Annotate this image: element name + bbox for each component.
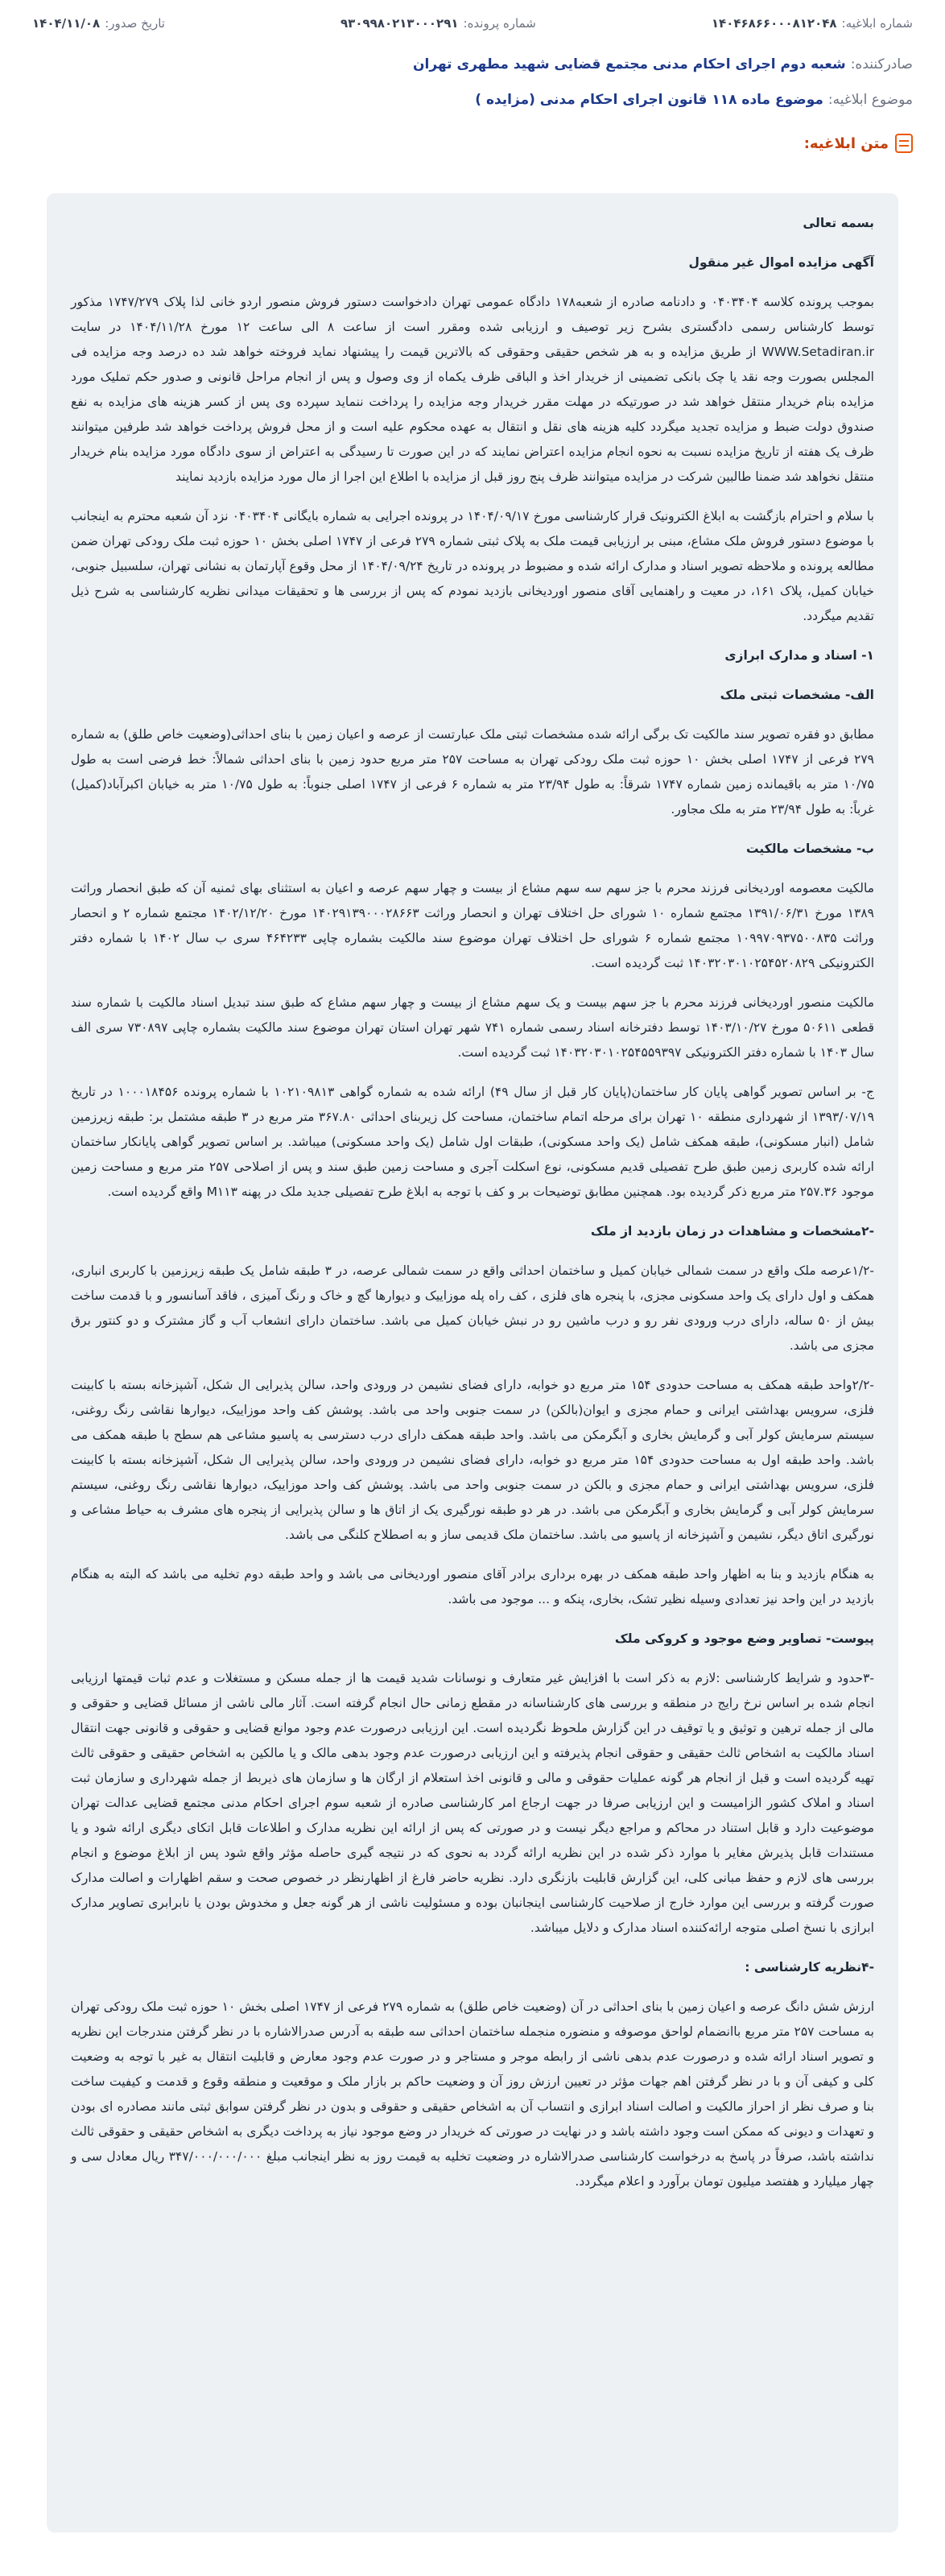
case-number-value: ۹۳۰۹۹۸۰۲۱۳۰۰۰۲۹۱ (340, 16, 459, 31)
subject-value: موضوع ماده ۱۱۸ قانون اجرای احکام مدنی (مزایده ) (475, 92, 823, 108)
body-paragraph: با سلام و احترام بازگشت به ابلاغ الکترونیک قرار کارشناسی مورخ ۱۴۰۴/۰۹/۱۷ در پرونده اجرایی به شماره بایگانی ۰۴۰۳۴۰۴ نزد آن شعبه محترم به اینجانب با موضوع دستور فروش ملک مشاع، مبنی بر ارزیابی قیمت ملک به پلاک ثبتی شماره ۲۷۹ فرعی از ۱۷۴۷ اصلی بخش ۱۰ حوزه ثبت ملک رودکی تهران ضمن مطالعه پرونده و ملاحظه تصویر اسناد و مدارک ارائه شده و مضبوط در پرونده در تاریخ ۱۴۰۴/۰۹/۲۴ از محل وقوع آپارتمان به نشانی تهران، سلسبیل جنوبی، خیابان کمیل، پلاک ۱۶۱، در معیت و راهنمایی آقای منصور اوردیخانی بازدید نمودم که پس از بررسی ها و تحقیقات میدانی نظریه کارشناسی به شرح ذیل تقدیم میگردد. (71, 509, 874, 623)
body-heading: -۲مشخصات و مشاهدات در زمان بازدید از ملک (590, 1224, 874, 1238)
meta-row (0, 0, 945, 47)
body-paragraph: -۱/۲عرصه ملک واقع در سمت شمالی خیابان کمیل و ساختمان احداثی واقع در سمت شمالی عرصه، در ۳ طبقه شامل یک طبقه زیرزمین با کاربری انباری، همکف و اول دارای یک واحد مسکونی مجزی، با پنجره های فلزی ، کف راه پله موزاییک و دیوارها گچ و خاک و رنگ آمیزی ، فاقد آسانسور و با قدمت ساخت بیش از ۵۰ ساله، دارای درب ورودی نفر رو و درب ماشین رو در نبش خیابان کمیل می باشد. ساختمان دارای انشعاب آب و گاز مشترک و دو کنتور برق مجزی می باشد. (71, 1263, 874, 1353)
body-paragraph: مطابق دو فقره تصویر سند مالکیت تک برگی ارائه شده مشخصات ثبتی ملک عبارتست از عرصه و اعیان زمین با بنای احداثی(وضعیت خاص طلق) به شماره ۲۷۹ فرعی از ۱۷۴۷ اصلی بخش ۱۰ حوزه ثبت ملک رودکی تهران به مساحت ۲۵۷ متر مربع حدود زمین با بنای احداثی شمالاً: خط فرضی است به طول ۱۰/۷۵ متر به باقیمانده زمین شماره ۱۷۴۷ شرقاً: به طول ۲۳/۹۴ متر به شماره ۶ فرعی از ۱۷۴۷ اصلی جنوباً: به طول ۱۰/۷۵ متر به خیابان اکبرآباد(کمیل) غرباً: به طول ۲۳/۹۴ متر به ملک مجاور. (71, 727, 875, 817)
issue-date (32, 16, 165, 31)
case-number-label: شماره پرونده: (463, 16, 536, 31)
notice-body-panel (47, 193, 898, 2533)
body-paragraph: -۳حدود و شرایط کارشناسی :لازم به ذکر است با افزایش غیر متعارف و نوسانات شدید قیمت ها از جمله مسکن و مستغلات و عدم ثبات قیمتها ارزیابی انجام شده بر اساس نرخ رایج در منطقه و بررسی های کارشناسانه در مقطع زمانی حال انجام گرفته است. آثار مالی ناشی از مسائل قضایی و حقوقی و مالی از جمله ترهین و توثیق و یا توقیف در این گزارش ملحوظ نگردیده است. این ارزیابی درصورت عدم وجود موانع قضایی و حقوقی و قانونی جهت انتقال اسناد مالکیت به اشخاص ثالث حقیقی و حقوقی انجام پذیرفته و این ارزیابی درصورت عدم وجود بدهی مالک و یا مالکین به اشخاص حقیقی و حقوقی ثالث تهیه گردیده است و قبل از انجام هر گونه عملیات حقوقی و مالی و قانونی اخذ استعلام از ارگان ها و سازمان های ذیربط از جمله شهرداری و سازمان ثبت اسناد و املاک کشور الزامیست و این ارزیابی صرفا در جهت ارجاع امر کارشناسی صادره از شعبه سوم اجرای احکام مدنی مجتمع قضایی عدالت تهران موضوعیت دارد و قابل استناد در محاکم و مراجع دیگر نیست و در صورتی که پس از ارائه این نظریه مدارک و اطلاعات قابل اتکای دیگری ارائه شود و یا مستندات قابل پذیرش مغایر با موارد ذکر شده در این نظریه ارائه گردد به نحوی که در نتیجه گیری حاصله مؤثر واقع شود پس از ابلاغ موضوع و انجام بررسی های لازم و حفظ مبانی کلی، این گزارش قابلیت بازنگری دارد. نظریه حاضر فارغ از اظهارنظر در خصوص صحت و سقم اظهارات و اصالت مدارک صورت گرفته و بررسی این موارد خارج از صلاحیت کارشناسی اینجانبان بوده و مسئولیت ناشی از هر گونه جعل و مخدوش بودن یا نابرابری تصاویر مدارک ابرازی با نسخ اصلی متوجه ارائه‌کننده اسناد مدارک و دلایل میباشد. (71, 1671, 874, 1935)
body-heading: پیوست- تصاویر وضع موجود و کروکی ملک (614, 1631, 874, 1646)
body-heading: بسمه تعالی (803, 216, 874, 230)
body-heading: -۴نظریه کارشناسی : (745, 1960, 874, 1974)
body-paragraph: -۲/۲واحد طبقه همکف به مساحت حدودی ۱۵۴ متر مربع دو خوابه، دارای فضای نشیمن در ورودی واحد، سالن پذیرایی ال شکل، آشپزخانه بسته با کابینت فلزی، سرویس بهداشتی ایرانی و حمام مجزی و ایوان(بالکن) در سمت جنوبی واحد می باشد. پوشش کف واحد موزاییک، دیوارها نقاشی رنگ روغنی، سیستم سرمایش کولر آبی و گرمایش بخاری و آبگرمکن می باشد. واحد طبقه همکف دارای درب دسترسی به پاسیو مشاعی هم سطح با طبقه همکف می باشد. واحد طبقه اول به مساحت حدودی ۱۵۴ متر مربع دو خوابه، دارای فضای نشیمن در ورودی واحد، سالن پذیرایی ال شکل، آشپزخانه بسته با کابینت فلزی، سرویس بهداشتی ایرانی و حمام مجزی و بالکن در سمت جنوبی واحد می باشد. پوشش کف واحد موزاییک، دیوارها نقاشی رنگ روغنی، سیستم سرمایش کولر آبی و گرمایش بخاری و آبگرمکن می باشد. در هر دو طبقه نورگیری یک از اتاق ها و سالن پذیرایی از پنجره های مشرف به حیاط مشاعی و نورگیری اتاق دیگر، نشیمن و آشپزخانه از پاسیو می باشد. ساختمان ملک قدیمی ساز و به اصطلاح کلنگی می باشد. (71, 1378, 874, 1542)
issuer-value: شعبه دوم اجرای احکام مدنی مجتمع قضایی شهید مطهری تهران (413, 56, 846, 72)
issue-date-value: ۱۴۰۴/۱۱/۰۸ (32, 16, 101, 31)
section-title (32, 126, 913, 161)
section-title-text: متن ابلاغیه: (803, 134, 889, 152)
body-paragraph: به هنگام بازدید و بنا به اظهار واحد طبقه همکف در بهره برداری برادر آقای منصور اوردیخانی می باشد و واحد طبقه دوم تخلیه می باشد که البته به هنگام بازدید در این واحد نیز تعدادی وسیله نظیر تشک، بخاری، پنکه و ... موجود می باشد. (71, 1567, 874, 1606)
case-number (340, 16, 536, 31)
body-paragraph: مالکیت معصومه اوردیخانی فرزند محرم با جز سهم سه سهم مشاع از بیست و چهار سهم عرصه و اعیان به استثنای بهای ثمنیه آن که طبق انحصار وراثت ۱۳۸۹ مورخ ۱۳۹۱/۰۶/۳۱ مجتمع شماره ۱۰ شورای حل اختلاف تهران و انحصار وراثت ۱۴۰۲۹۱۳۹۰۰۰۲۸۶۶۳ مورخ ۱۴۰۲/۱۲/۲۰ مجتمع شماره ۲ و انحصار وراثت ۱۰۹۹۷۰۹۳۷۵۰۰۸۳۵ مجتمع شماره ۶ شورای حل اختلاف تهران موضوع سند مالکیت بشماره چاپی ۴۶۴۲۳۳ سری ب سال ۱۴۰۲ با شماره دفتر الکترونیکی ۱۴۰۳۲۰۳۰۱۰۲۵۴۵۲۰۸۲۹ ثبت گردیده است. (71, 881, 874, 970)
body-paragraph: ارزش شش دانگ عرصه و اعیان زمین با بنای احداثی در آن (وضعیت خاص طلق) به شماره ۲۷۹ فرعی از ۱۷۴۷ اصلی بخش ۱۰ حوزه ثبت ملک رودکی تهران به مساحت ۲۵۷ متر مربع باانضمام لواحق موصوفه و منضوره منجمله ساختمان احداثی سه طبقه به آدرس صدرالاشاره با در نظر گرفتن مندرجات این نظریه و تصویر اسناد ارائه شده و درصورت عدم بدهی ناشی از رابطه موجر و مستاجر و در صورت عدم وجود معارض و قابلیت انتقال به غیر با توجه به وضعیت کلی و کیفی آن و با در نظر گرفتن اهم جهات مؤثر در تعیین ارزش روز آن و وضعیت حاکم بر بازار ملک و موقعیت و منطقه وقوع و قدمت و کیفیت ساخت بنا و صرف نظر از احراز مالکیت و اصالت اسناد ابرازی و انتساب آن به اشخاص حقیقی و حقوقی و بدون در نظر گرفتن سوابق ثبتی مانند مصادره ای بودن و تعهدات و دیونی که ممکن است وجود داشته باشد و در نهایت در صورتی که خریدار در وضع موجود نیاز به پرداخت دیگری به اشخاص حقیقی و حقوقی ثالث نداشته باشد، صرفاً در پاسخ به درخواست کارشناسی صدرالاشاره در وضعیت تخلیه به قیمت روز به نظر اینجانب مبلغ ۳۴۷/۰۰۰/۰۰۰/۰۰۰ ریال معادل سی و چهار میلیارد و هفتصد میلیون تومان برآورد و اعلام میگردد. (71, 1999, 875, 2189)
body-heading: آگهی مزایده اموال غیر منقول (688, 255, 874, 270)
subject-line (0, 82, 945, 118)
body-heading: ب- مشخصات مالکیت (746, 841, 874, 856)
body-paragraph: مالکیت منصور اوردیخانی فرزند محرم با جز سهم بیست و یک سهم مشاع از بیست و چهار سهم مشاع که طبق سند تبدیل اسناد مالکیت با شماره سند قطعی ۵۰۶۱۱ مورخ ۱۴۰۳/۱۰/۲۷ توسط دفترخانه اسناد رسمی شماره ۷۴۱ شهر تهران استان تهران موضوع سند مالکیت بشماره چاپی ۷۳۰۸۹۷ سری الف سال ۱۴۰۳ با شماره دفتر الکترونیکی ۱۴۰۳۲۰۳۰۱۰۲۵۴۵۵۹۳۹۷ ثبت گردیده است. (71, 995, 875, 1060)
issuer-label: صادرکننده: (850, 56, 913, 72)
issuer-line (0, 47, 945, 82)
subject-label: موضوع ابلاغیه: (827, 92, 913, 108)
body-paragraph: بموجب پرونده کلاسه ۰۴۰۳۴۰۴ و دادنامه صادره از شعبه۱۷۸ دادگاه عمومی تهران دادخواست دستور فروش منصور اردو خانی لذا پلاک ۱۷۴۷/۲۷۹ مذکور توسط کارشناس رسمی دادگستری بشرح زیر توصیف و ارزیابی شده ومقرر است از ساعت ۸ الی ساعت ۱۲ مورخ ۱۴۰۴/۱۱/۲۸ در سایت WWW.Setadiran.ir از طریق مزایده و به هر شخص حقیقی وحقوقی که بالاترین قیمت را پیشنهاد نماید فروخته خواهد شد ده درصد وجه مزایده فی المجلس بصورت وجه نقد یا چک بانکی تضمینی از خریدار اخذ و الباقی ظرف یکماه از وی وصول و پس از انجام مراحل قانونی و صدور حکم تملیک مورد مزایده بنام خریدار منتقل خواهد شد در صورتیکه در مهلت مقرر خریدار وجه مزایده را پرداخت ننماید سپرده وی پس از کسر هزینه های مزایده به نفع صندوق دولت ضبط و مزایده تجدید میگردد کلیه هزینه های نقل و انتقال به عهده محکوم علیه است و از محل فروش پرداخت خواهد شد طرفین میتوانند ظرف یک هفته از تاریخ مزایده نسبت به نحوه انجام مزایده اعتراض نمایند که در این صورت تا رسیدگی به اعتراض از سوی دادگاه مورد مزایده بنام خریدار منتقل نخواهد شد ضمنا طالبین شرکت در مزایده میتوانند ظرف پنج روز قبل از مزایده با اطلاع این اجرا از مال مورد مزایده بازدید نمایند (71, 295, 874, 484)
issue-date-label: تاریخ صدور: (105, 16, 165, 31)
document-icon (895, 134, 913, 153)
body-heading: الف- مشخصات ثبتی ملک (720, 688, 874, 702)
notice-number-label: شماره ابلاغیه: (841, 16, 913, 31)
notice-number (712, 16, 913, 31)
body-heading: ۱- اسناد و مدارک ابرازی (724, 648, 874, 663)
body-paragraph: ج- بر اساس تصویر گواهی پایان کار ساختمان(پایان کار قبل از سال ۴۹) ارائه شده به شماره گواهی ۱۰۲۱۰۹۸۱۳ با شماره پرونده ۱۰۰۰۱۸۴۵۶ در تاریخ ۱۳۹۳/۰۷/۱۹ از شهرداری منطقه ۱۰ تهران برای مرحله اتمام ساختمان، مساحت کل زیربنای احداثی ۳۶۷.۸۰ متر مربع در ۳ طبقه مشتمل بر: طبقه زیرزمین شامل (انبار مسکونی)، طبقه همکف شامل (یک واحد مسکونی)، طبقات اول شامل (یک واحد مسکونی) میباشد. بر اساس تصویر گواهی پایانکار ساختمان ارائه شده کاربری زمین طبق طرح تفصیلی قدیم مسکونی، نوع اسکلت آجری و مساحت زمین طبق سند و پس از اصلاحی ۲۵۷ متر مربع و مساحت زمین موجود ۲۵۷.۳۶ متر مربع ذکر گردیده بود. همچنین مطابق توضیحات بر و کف با توجه به ابلاغ طرح تفصیلی جدید ملک در پهنه M۱۱۳ واقع گردیده است. (71, 1085, 875, 1199)
notice-number-value: ۱۴۰۴۶۸۶۶۰۰۰۸۱۲۰۴۸ (711, 16, 837, 31)
